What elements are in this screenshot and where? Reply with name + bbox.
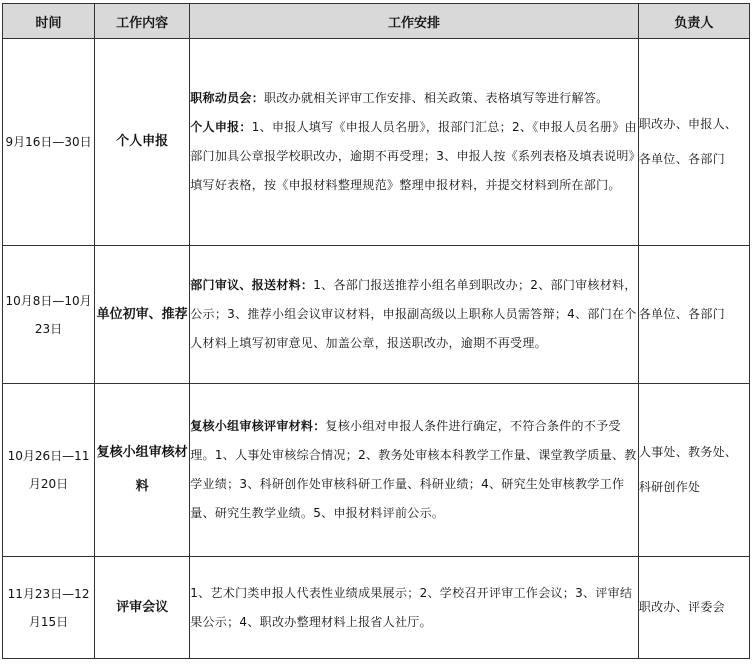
arrangement-paragraph <box>190 113 638 200</box>
arrangement-paragraph <box>190 84 638 113</box>
row-responsible: 人事处、教务处、科研创作处 <box>638 384 749 557</box>
arrangement-paragraph <box>190 579 638 637</box>
arrangement-title: 复核小组审核评审材料： <box>190 419 326 433</box>
row-arrangement <box>190 39 639 246</box>
row-time: 10月8日—10月23日 <box>3 246 95 384</box>
arrangement-title: 个人申报： <box>190 120 252 134</box>
row-time: 9月16日—30日 <box>3 39 95 246</box>
arrangement-paragraph <box>190 271 638 358</box>
row-content: 复核小组审核材料 <box>95 384 190 557</box>
table-row <box>3 39 750 246</box>
row-arrangement <box>190 384 639 557</box>
header-content: 工作内容 <box>95 4 190 39</box>
header-time: 时间 <box>3 4 95 39</box>
row-arrangement <box>190 557 639 659</box>
schedule-table <box>2 3 750 659</box>
row-time: 11月23日—12月15日 <box>3 557 95 659</box>
arrangement-text: 职改办就相关评审工作安排、相关政策、表格填写等进行解答。 <box>264 91 609 105</box>
row-time: 10月26日—11月20日 <box>3 384 95 557</box>
header-row <box>3 4 750 39</box>
row-arrangement <box>190 246 639 384</box>
arrangement-text: 1、各部门报送推荐小组名单到职改办；2、部门审核材料，公示；3、推荐小组会议审议材料，申报副高级以上职称人员需答辩；4、部门在个人材料上填写初审意见、加盖公章，报送职改办，逾期不再受理。 <box>190 278 637 350</box>
table-row <box>3 557 750 659</box>
arrangement-text: 1、申报人填写《申报人员名册》，报部门汇总；2、《申报人员名册》由部门加具公章报学校职改办，逾期不再受理；3、申报人按《系列表格及填表说明》填写好表格，按《申报材料整理规范》整理申报材料，并提交材料到所在部门。 <box>190 120 637 192</box>
row-content: 评审会议 <box>95 557 190 659</box>
arrangement-title: 职称动员会： <box>190 91 265 105</box>
arrangement-title: 部门审议、报送材料： <box>190 278 314 292</box>
header-responsible: 负责人 <box>638 4 749 39</box>
header-arrangement: 工作安排 <box>190 4 639 39</box>
row-content: 个人申报 <box>95 39 190 246</box>
row-responsible: 各单位、各部门 <box>638 246 749 384</box>
row-responsible: 职改办、评委会 <box>638 557 749 659</box>
table-row <box>3 384 750 557</box>
row-content: 单位初审、推荐 <box>95 246 190 384</box>
arrangement-text: 1、艺术门类申报人代表性业绩成果展示；2、学校召开评审工作会议；3、评审结果公示；4、职改办整理材料上报省人社厅。 <box>190 585 633 629</box>
arrangement-text: 复核小组对申报人条件进行确定，不符合条件的不予受理。1、人事处审核综合情况；2、教务处审核本科教学工作量、课堂教学质量、教学业绩；3、科研创作处审核科研工作量、科研业绩；4、研究生处审核教学工作量、研究生教学业绩。5、申报材料评前公示。 <box>190 419 637 520</box>
row-responsible: 职改办、申报人、各单位、各部门 <box>638 39 749 246</box>
table-row <box>3 246 750 384</box>
arrangement-paragraph <box>190 412 638 528</box>
